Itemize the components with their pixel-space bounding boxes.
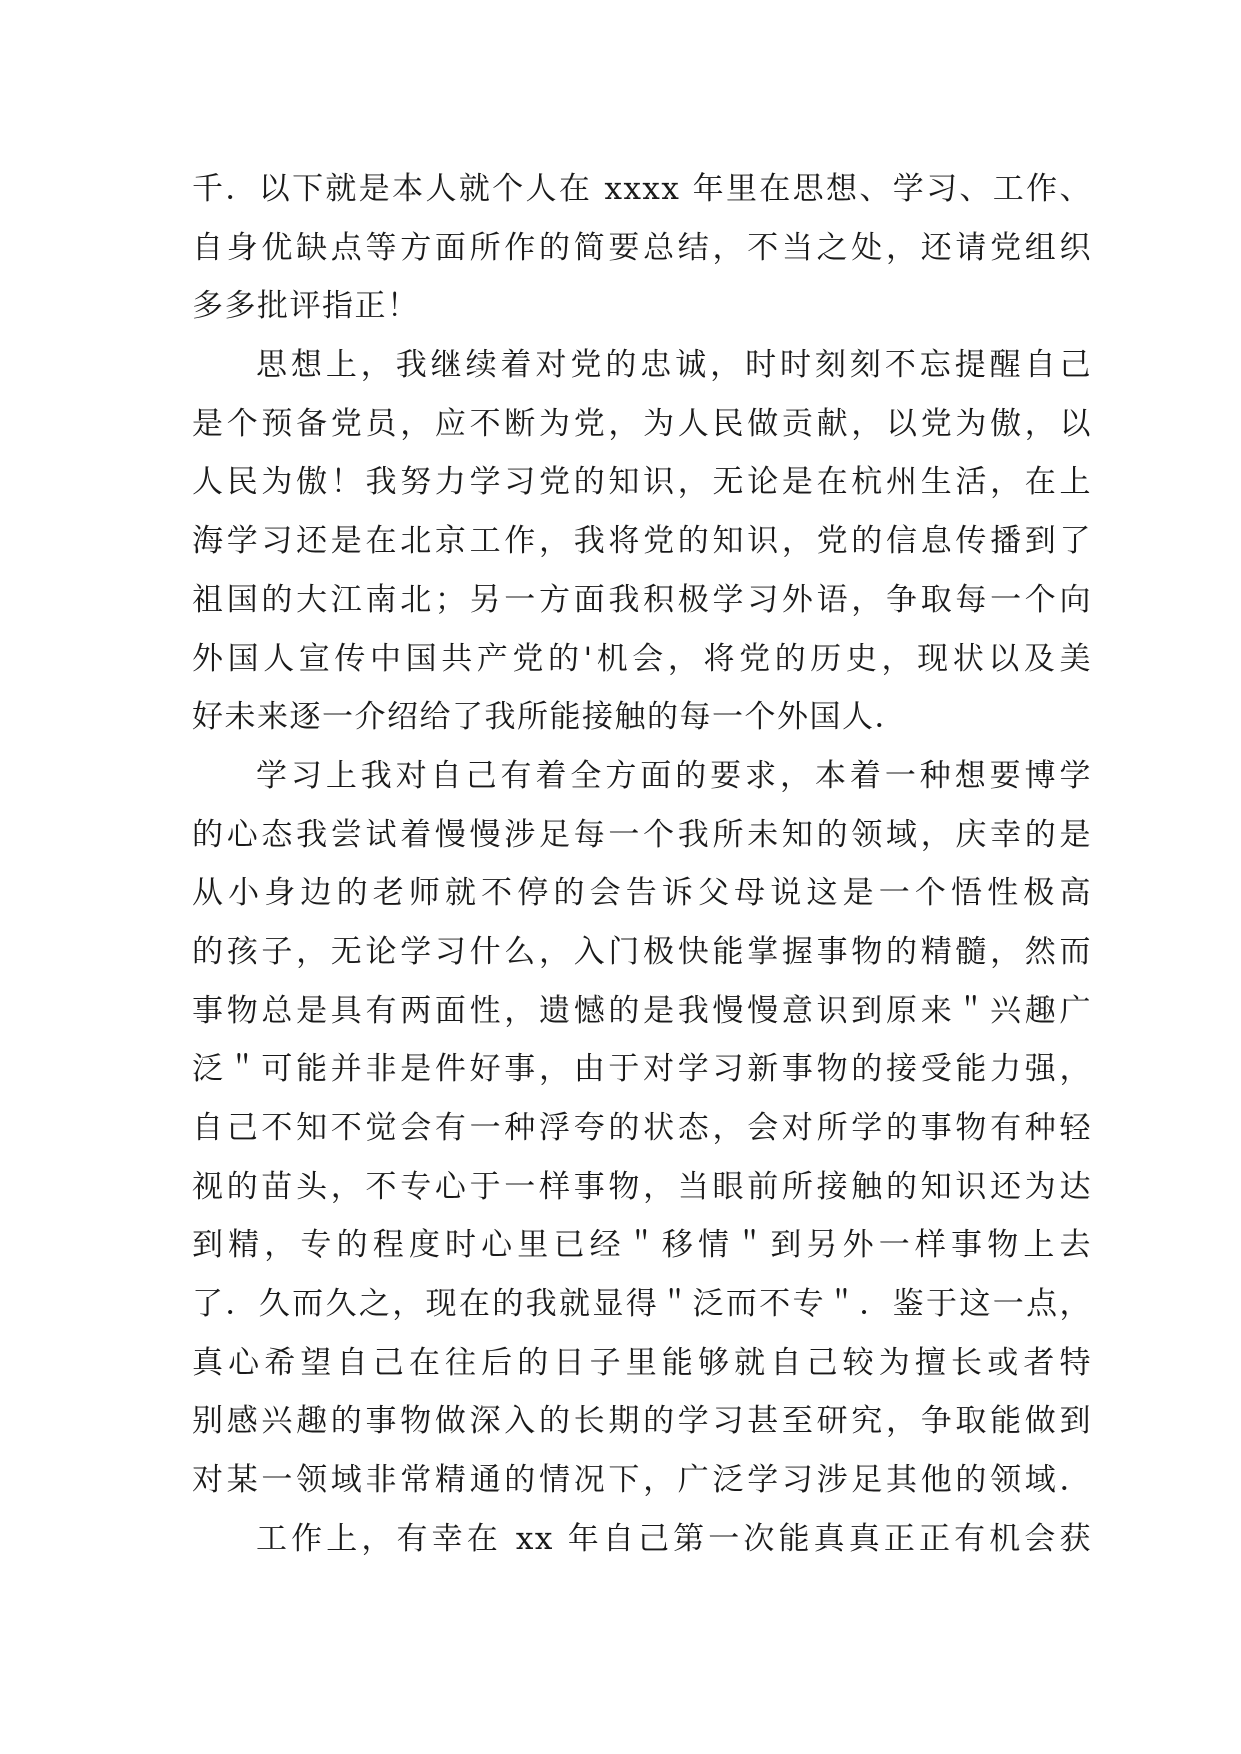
text-line: 的心态我尝试着慢慢涉足每一个我所未知的领域，庆幸的是 <box>192 816 1092 853</box>
text-line: 对某一领域非常精通的情况下，广泛学习涉足其他的领域． <box>192 1462 1092 1499</box>
paragraph-start-line: 工作上，有幸在 xx 年自己第一次能真真正正有机会获 <box>256 1520 1092 1557</box>
text-line: 多多批评指正！ <box>192 288 420 325</box>
text-line: 外国人宣传中国共产党的'机会，将党的历史，现状以及美 <box>192 640 1092 677</box>
text-line: 好未来逐一介绍给了我所能接触的每一个外国人． <box>192 699 907 736</box>
body-text <box>192 160 1092 1569</box>
text-line: 自身优缺点等方面所作的简要总结，不当之处，还请党组织 <box>192 229 1092 266</box>
text-line: 事物总是具有两面性，遗憾的是我慢慢意识到原来＂兴趣广 <box>192 992 1092 1029</box>
text-line: 从小身边的老师就不停的会告诉父母说这是一个悟性极高 <box>192 875 1092 912</box>
text-line: 千．以下就是本人就个人在 xxxx 年里在思想、学习、工作、 <box>192 171 1092 207</box>
text-line: 人民为傲！我努力学习党的知识，无论是在杭州生活，在上 <box>192 464 1092 501</box>
text-line: 视的苗头，不专心于一样事物，当眼前所接触的知识还为达 <box>192 1168 1092 1205</box>
text-line: 自己不知不觉会有一种浮夸的状态，会对所学的事物有种轻 <box>192 1110 1092 1146</box>
text-line: 祖国的大江南北；另一方面我积极学习外语，争取每一个向 <box>192 581 1092 618</box>
text-line: 别感兴趣的事物做深入的长期的学习甚至研究，争取能做到 <box>192 1403 1092 1440</box>
paragraph-start-line: 学习上我对自己有着全方面的要求，本着一种想要博学 <box>256 757 1092 794</box>
text-line: 的孩子，无论学习什么，入门极快能掌握事物的精髓，然而 <box>192 933 1092 970</box>
text-line: 到精，专的程度时心里已经＂移情＂到另外一样事物上去 <box>192 1227 1092 1264</box>
text-line: 是个预备党员，应不断为党，为人民做贡献，以党为傲，以 <box>192 405 1092 442</box>
text-line: 了．久而久之，现在的我就显得＂泛而不专＂．鉴于这一点， <box>192 1286 1092 1323</box>
text-line: 真心希望自己在往后的日子里能够就自己较为擅长或者特 <box>192 1344 1092 1381</box>
text-line: 泛＂可能并非是件好事，由于对学习新事物的接受能力强， <box>192 1051 1092 1088</box>
text-line: 海学习还是在北京工作，我将党的知识，党的信息传播到了 <box>192 523 1092 560</box>
paragraph-start-line: 思想上，我继续着对党的忠诚，时时刻刻不忘提醒自己 <box>256 347 1092 384</box>
